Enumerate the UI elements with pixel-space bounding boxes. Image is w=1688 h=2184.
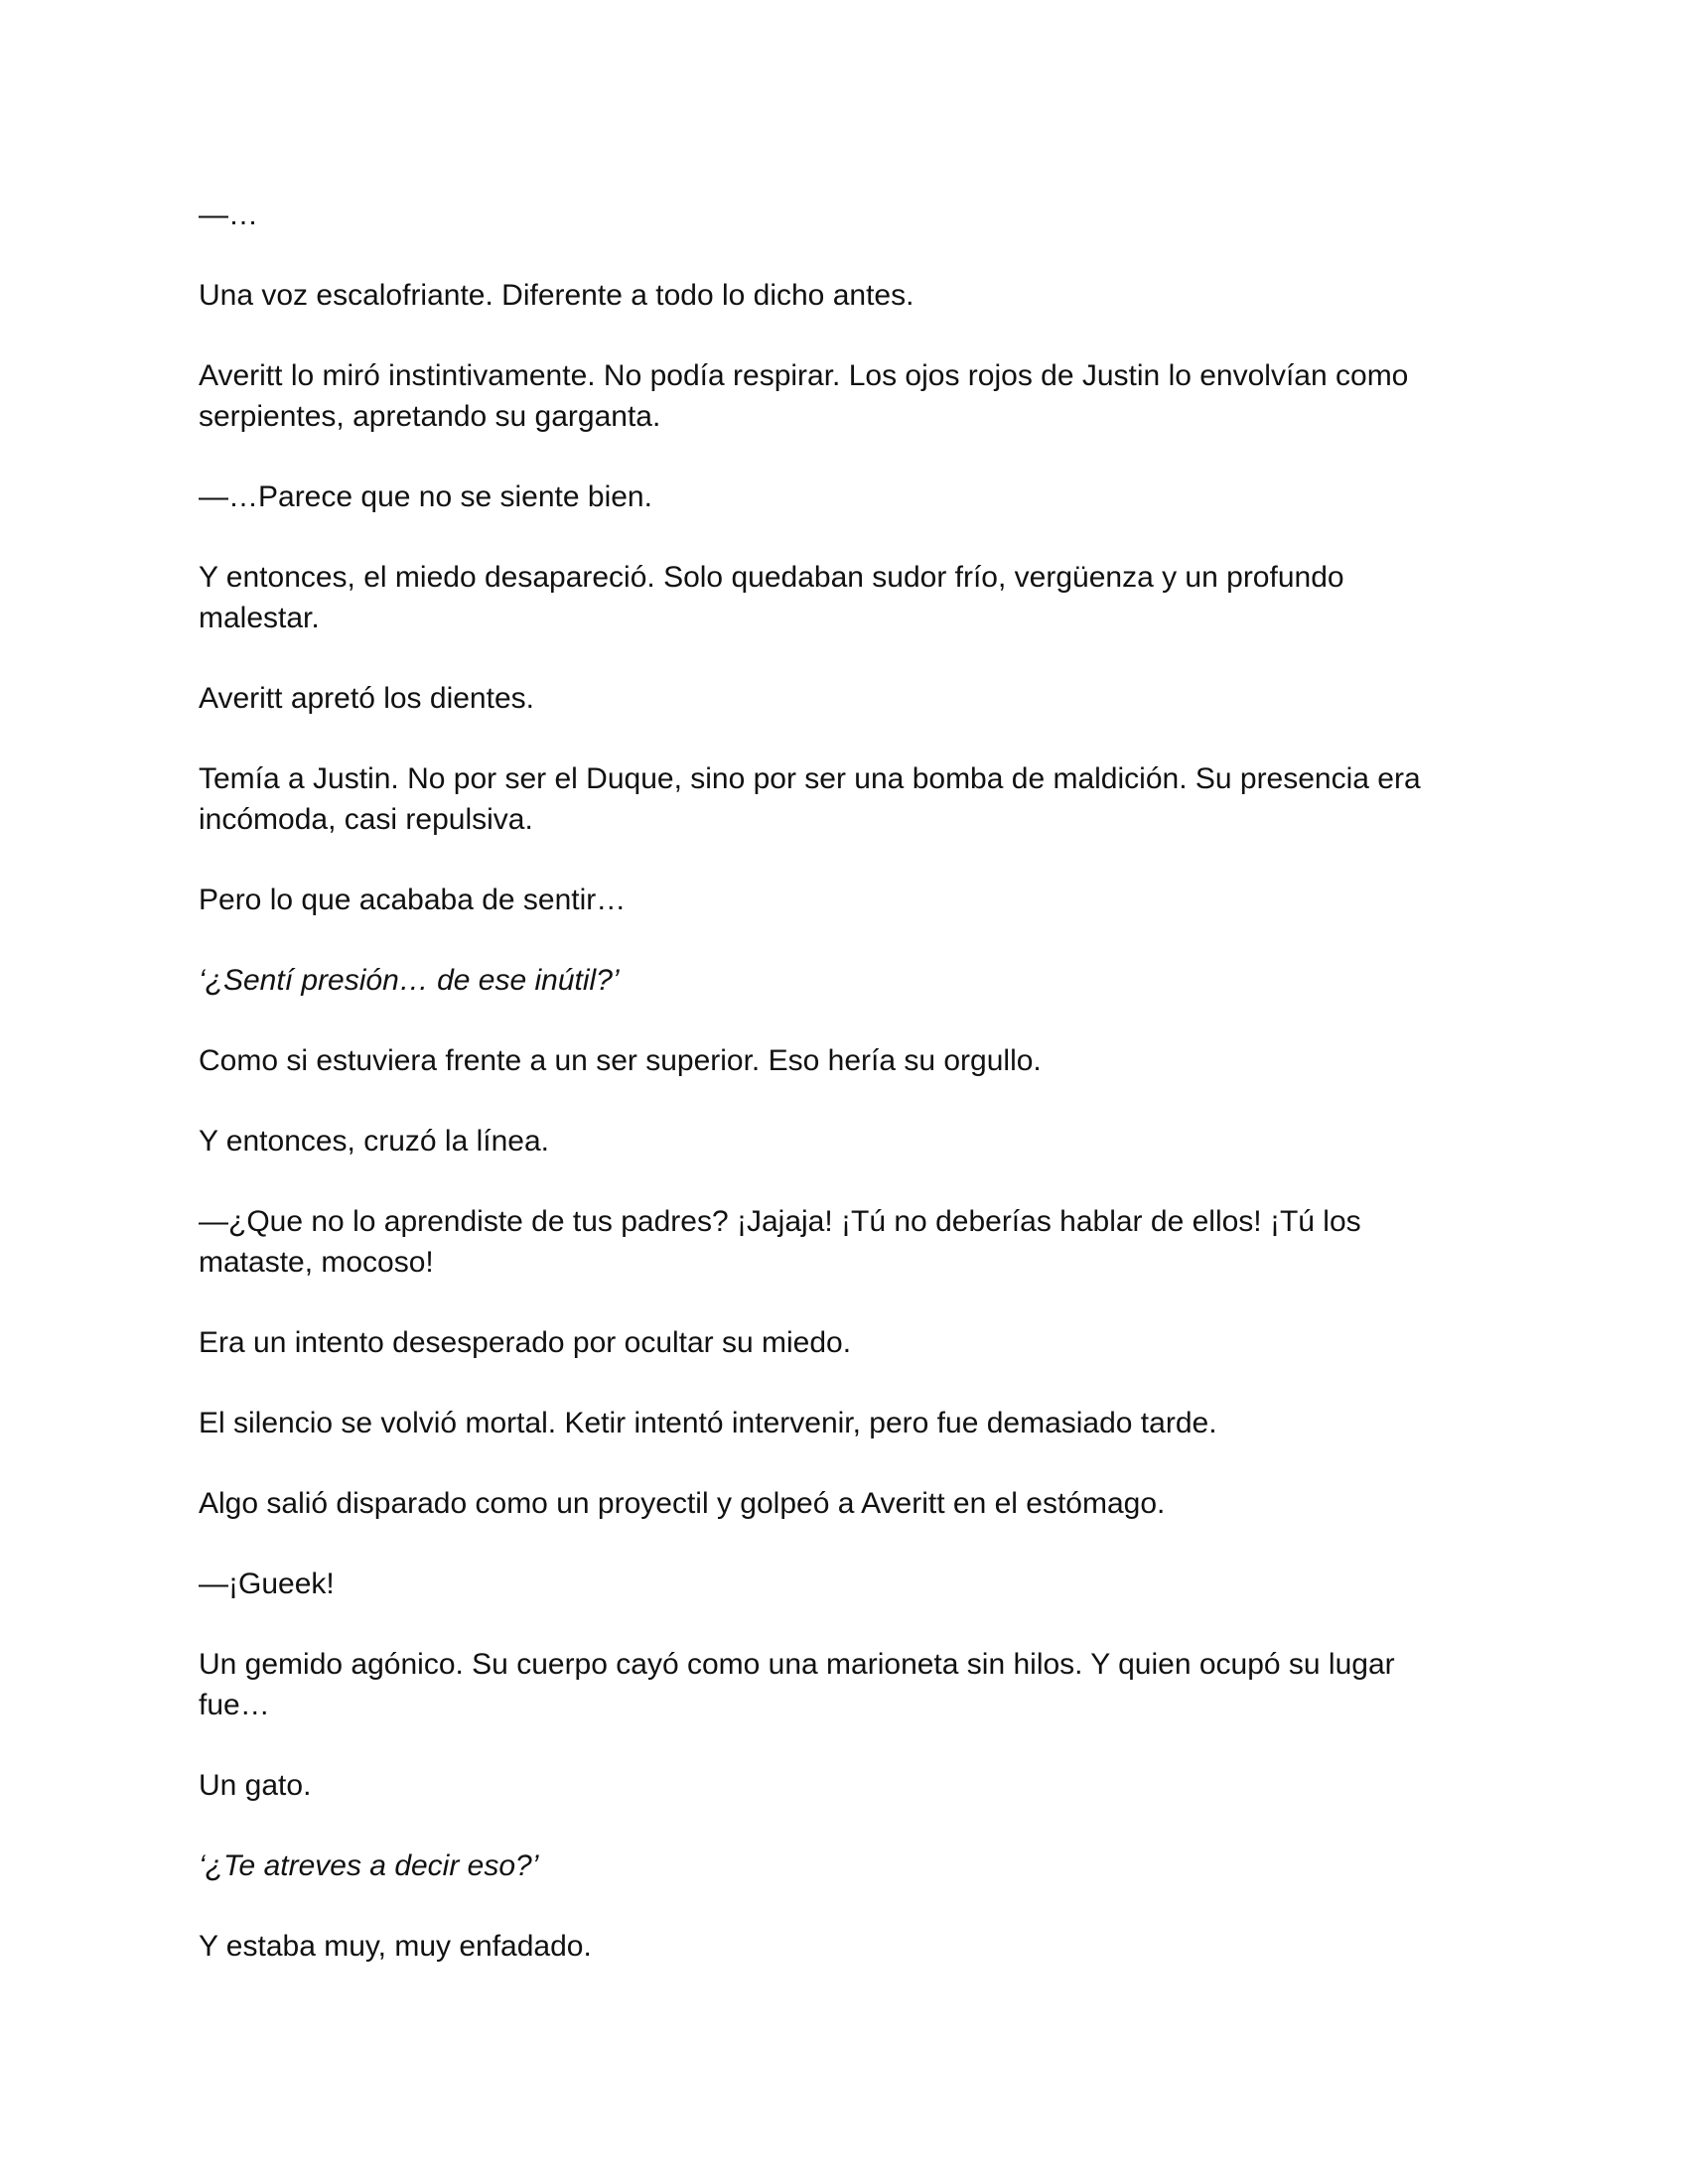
document-body [199, 195, 1450, 2006]
paragraph: —¿Que no lo aprendiste de tus padres? ¡Jajaja! ¡Tú no deberías hablar de ellos! ¡Tú los mataste, mocoso! [199, 1205, 1361, 1279]
paragraph: Como si estuviera frente a un ser superior. Eso hería su orgullo. [199, 1044, 1042, 1077]
paragraph: Algo salió disparado como un proyectil y golpeó a Averitt en el estómago. [199, 1487, 1166, 1520]
paragraph-thought: ‘¿Sentí presión… de ese inútil?’ [199, 964, 620, 997]
paragraph: Y entonces, el miedo desapareció. Solo quedaban sudor frío, vergüenza y un profundo malestar. [199, 561, 1344, 634]
paragraph: Pero lo que acababa de sentir… [199, 884, 627, 916]
paragraph: El silencio se volvió mortal. Ketir intentó intervenir, pero fue demasiado tarde. [199, 1407, 1217, 1439]
paragraph: Una voz escalofriante. Diferente a todo lo dicho antes. [199, 279, 914, 312]
paragraph: Un gato. [199, 1769, 312, 1802]
paragraph: Averitt lo miró instintivamente. No podía respirar. Los ojos rojos de Justin lo envolvían como serpientes, apretando su garganta. [199, 359, 1409, 433]
paragraph: Un gemido agónico. Su cuerpo cayó como una marioneta sin hilos. Y quien ocupó su lugar fue… [199, 1648, 1395, 1721]
paragraph: —¡Gueek! [199, 1568, 335, 1600]
paragraph: Temía a Justin. No por ser el Duque, sino por ser una bomba de maldición. Su presencia era incómoda, casi repulsiva. [199, 762, 1421, 836]
paragraph: Y entonces, cruzó la línea. [199, 1125, 549, 1158]
paragraph: —…Parece que no se siente bien. [199, 480, 652, 513]
paragraph: —… [199, 199, 258, 231]
paragraph: Y estaba muy, muy enfadado. [199, 1930, 592, 1963]
paragraph: Averitt apretó los dientes. [199, 682, 534, 715]
paragraph: Era un intento desesperado por ocultar su miedo. [199, 1326, 852, 1359]
paragraph-thought: ‘¿Te atreves a decir eso?’ [199, 1849, 539, 1882]
